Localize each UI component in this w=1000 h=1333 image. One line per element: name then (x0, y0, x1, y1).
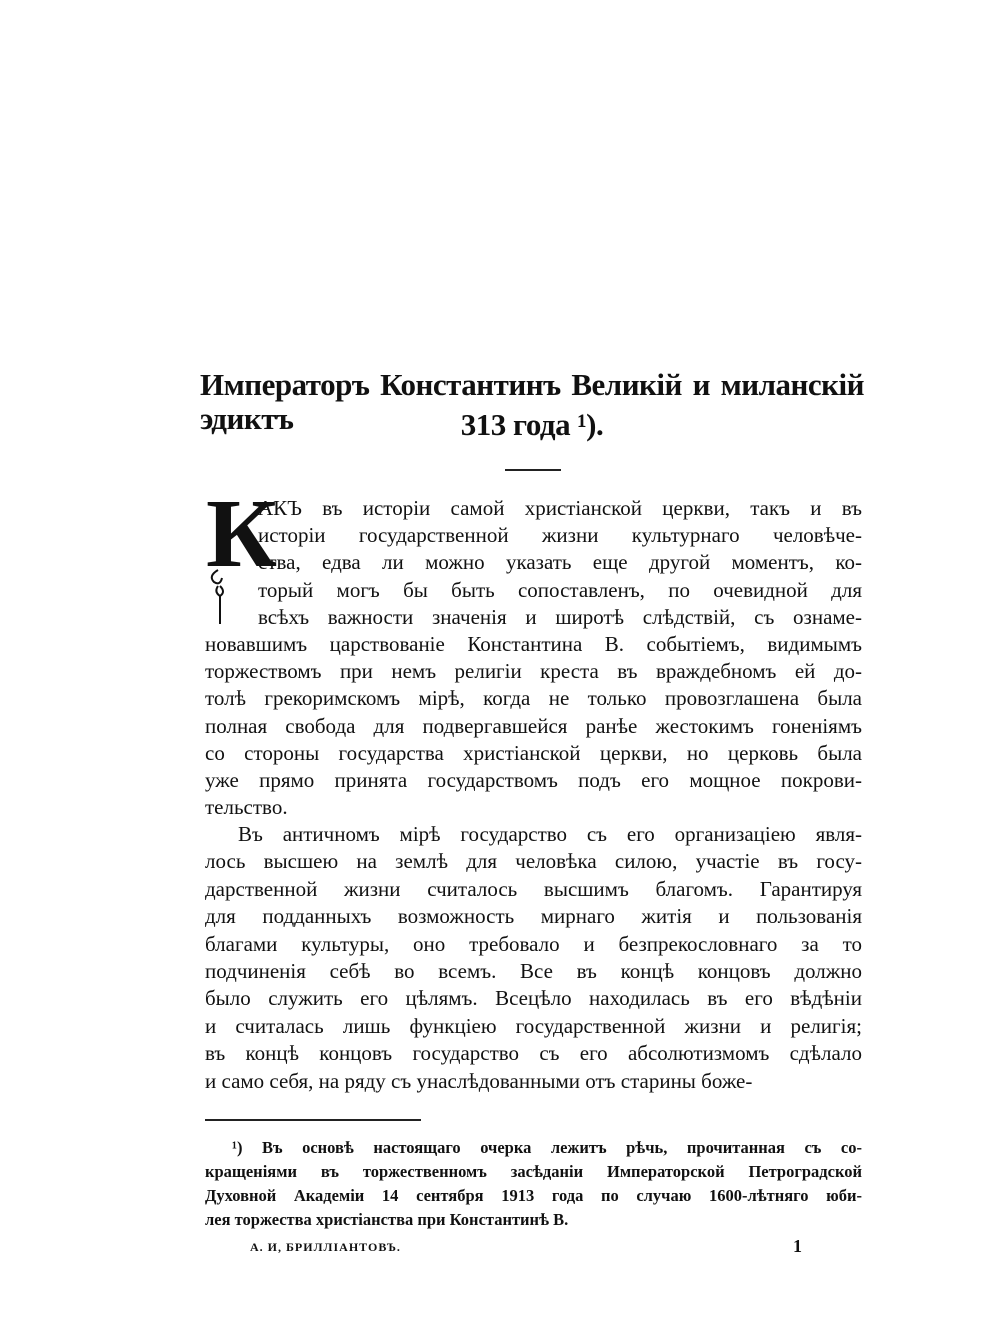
text-line: полная свобода для подвергавшейся ранѣе жестокимъ гоненіямъ (205, 713, 862, 738)
text-line: уже прямо принята государствомъ подъ его мощное покрови- (205, 768, 862, 792)
text-line: дарственной жизни считалось высшимъ благомъ. Гарантируя (205, 876, 862, 901)
footnote-line: Духовной Академіи 14 сентября 1913 года по случаю 1600-лѣтняго юби- (205, 1186, 862, 1205)
title-line-1: Императоръ Константинъ Великій и миланскій эдиктъ (200, 367, 864, 436)
text-line: было служить его цѣлямъ. Всецѣло находилась въ его вѣдѣніи (205, 986, 862, 1011)
ornamental-drop-cap (204, 480, 278, 626)
text-line: АКЪ въ исторіи самой христіанской церкви, такъ и въ (258, 496, 862, 520)
text-line: тельство. (205, 795, 288, 820)
text-line: подчиненія себѣ во всемъ. Все въ концѣ концовъ должно (205, 959, 862, 983)
title-line-2: 313 года ¹). (460, 407, 604, 442)
text-line: благами культуры, оно требовало и безпрекословнаго за то (205, 931, 862, 956)
text-line: торый могъ бы быть сопоставленъ, по очевидной для (258, 577, 862, 602)
text-line: ства, едва ли можно указать еще другой моментъ, ко- (258, 550, 862, 575)
text-line: новавшимъ царствованіе Константина В. событіемъ, видимымъ (205, 632, 862, 656)
drop-cap-letter: К (206, 480, 278, 588)
signature-author: А. И, БРИЛЛІАНТОВЪ. (250, 1240, 401, 1254)
text-line: для подданныхъ возможность мирнаго житія и пользованія (205, 904, 862, 929)
text-line: торжествомъ при немъ религіи креста въ враждебномъ ей до- (205, 659, 862, 684)
page-number: 1 (793, 1236, 802, 1256)
text-line: и считалась лишь функціею государственной жизни и религія; (205, 1013, 862, 1038)
footnote-line: лея торжества христіанства при Константинѣ В. (205, 1210, 569, 1229)
text-line: со стороны государства христіанской церкви, но церковь была (205, 740, 862, 765)
text-line: и само себя, на ряду съ унаслѣдованными отъ старины боже- (205, 1068, 753, 1093)
text-line: толѣ грекоримскомъ мірѣ, когда не только провозглашена была (205, 686, 862, 711)
title-separator (505, 469, 561, 471)
footnote-line: ¹) Въ основѣ настоящаго очерка лежитъ рѣчь, прочитанная съ со- (232, 1138, 862, 1157)
footnote-line: кращеніями въ торжественномъ засѣданіи Императорской Петроградской (205, 1162, 862, 1181)
text-line: всѣхъ важности значенія и широтѣ слѣдствій, съ ознаме- (258, 604, 862, 629)
text-line: Въ античномъ мірѣ государство съ его организаціею явля- (238, 822, 862, 846)
text-line: въ концѣ концовъ государство съ его абсолютизмомъ сдѣлало (205, 1041, 862, 1066)
footnote-rule (205, 1119, 421, 1121)
text-line: лось высшею на землѣ для человѣка силою, участіе въ госу- (205, 849, 862, 874)
text-line: исторіи государственной жизни культурнаго человѣче- (258, 523, 862, 548)
